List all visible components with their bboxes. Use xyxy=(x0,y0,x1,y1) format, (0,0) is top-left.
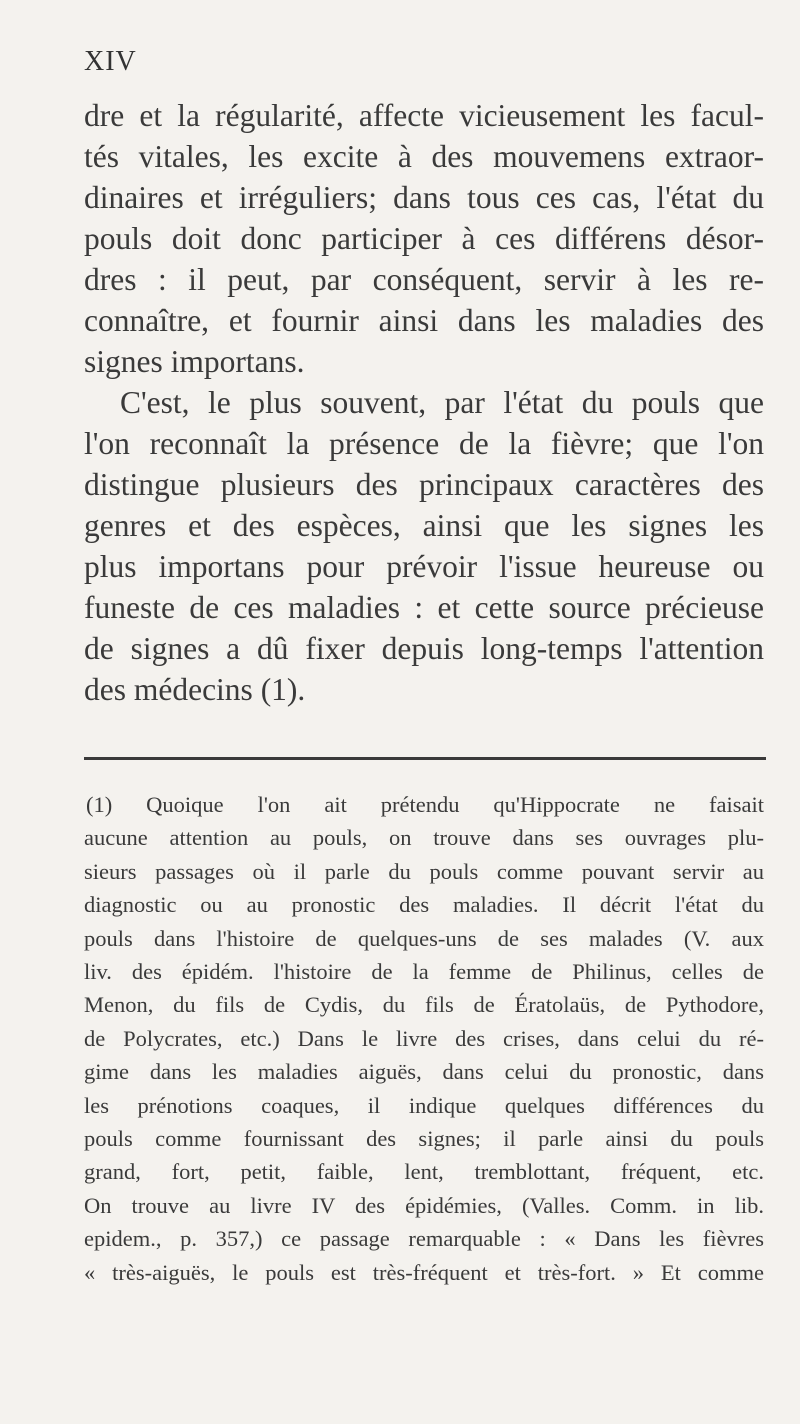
text-line: signes importans. xyxy=(84,344,305,379)
text-line: distingue plusieurs des principaux caractères des xyxy=(84,467,764,502)
text-line: dre et la régularité, affecte vicieusement les facul- xyxy=(84,98,764,133)
footnote-line: aucune attention au pouls, on trouve dans ses ouvrages plu- xyxy=(84,825,764,851)
text-line: dinaires et irréguliers; dans tous ces cas, l'état du xyxy=(84,180,764,215)
main-text xyxy=(84,95,764,710)
text-line: tés vitales, les excite à des mouvemens extraor- xyxy=(84,139,764,174)
text-line: dres : il peut, par conséquent, servir à les re- xyxy=(84,262,764,297)
text-line: plus importans pour prévoir l'issue heureuse ou xyxy=(84,549,764,584)
footnote-line: les prénotions coaques, il indique quelques différences du xyxy=(84,1092,764,1118)
footnote-line: epidem., p. 357,) ce passage remarquable : « Dans les fièvres xyxy=(84,1226,764,1252)
footnote-separator xyxy=(84,757,766,760)
footnote-line: liv. des épidém. l'histoire de la femme de Philinus, celles de xyxy=(84,959,764,985)
text-line: pouls doit donc participer à ces différens désor- xyxy=(84,221,764,256)
footnote-line: Menon, du fils de Cydis, du fils de Ératolaüs, de Pythodore, xyxy=(84,992,764,1018)
footnote-line: gime dans les maladies aiguës, dans celui du pronostic, dans xyxy=(84,1059,764,1085)
footnote-line: sieurs passages où il parle du pouls comme pouvant servir au xyxy=(84,858,764,884)
footnote-line: diagnostic ou au pronostic des maladies. Il décrit l'état du xyxy=(84,892,764,918)
footnote xyxy=(84,788,764,1289)
footnote-line: (1) Quoique l'on ait prétendu qu'Hippocrate ne faisait xyxy=(86,792,764,817)
text-line: des médecins (1). xyxy=(84,672,306,707)
footnote-line: « très-aiguës, le pouls est très-fréquent et très-fort. » Et comme xyxy=(84,1259,764,1285)
text-line: funeste de ces maladies : et cette source précieuse xyxy=(84,590,764,625)
page-number: XIV xyxy=(84,46,137,77)
text-line: de signes a dû fixer depuis long-temps l'attention xyxy=(84,631,764,666)
footnote-line: grand, fort, petit, faible, lent, tremblottant, fréquent, etc. xyxy=(84,1159,764,1185)
footnote-line: pouls comme fournissant des signes; il parle ainsi du pouls xyxy=(84,1126,764,1152)
footnote-line: On trouve au livre IV des épidémies, (Valles. Comm. in lib. xyxy=(84,1192,764,1218)
text-line: genres et des espèces, ainsi que les signes les xyxy=(84,508,764,543)
text-line: connaître, et fournir ainsi dans les maladies des xyxy=(84,303,764,338)
footnote-line: de Polycrates, etc.) Dans le livre des crises, dans celui du ré- xyxy=(84,1025,764,1051)
text-line: C'est, le plus souvent, par l'état du pouls que xyxy=(120,385,764,420)
text-line: l'on reconnaît la présence de la fièvre; que l'on xyxy=(84,426,764,461)
footnote-line: pouls dans l'histoire de quelques-uns de ses malades (V. aux xyxy=(84,925,764,951)
